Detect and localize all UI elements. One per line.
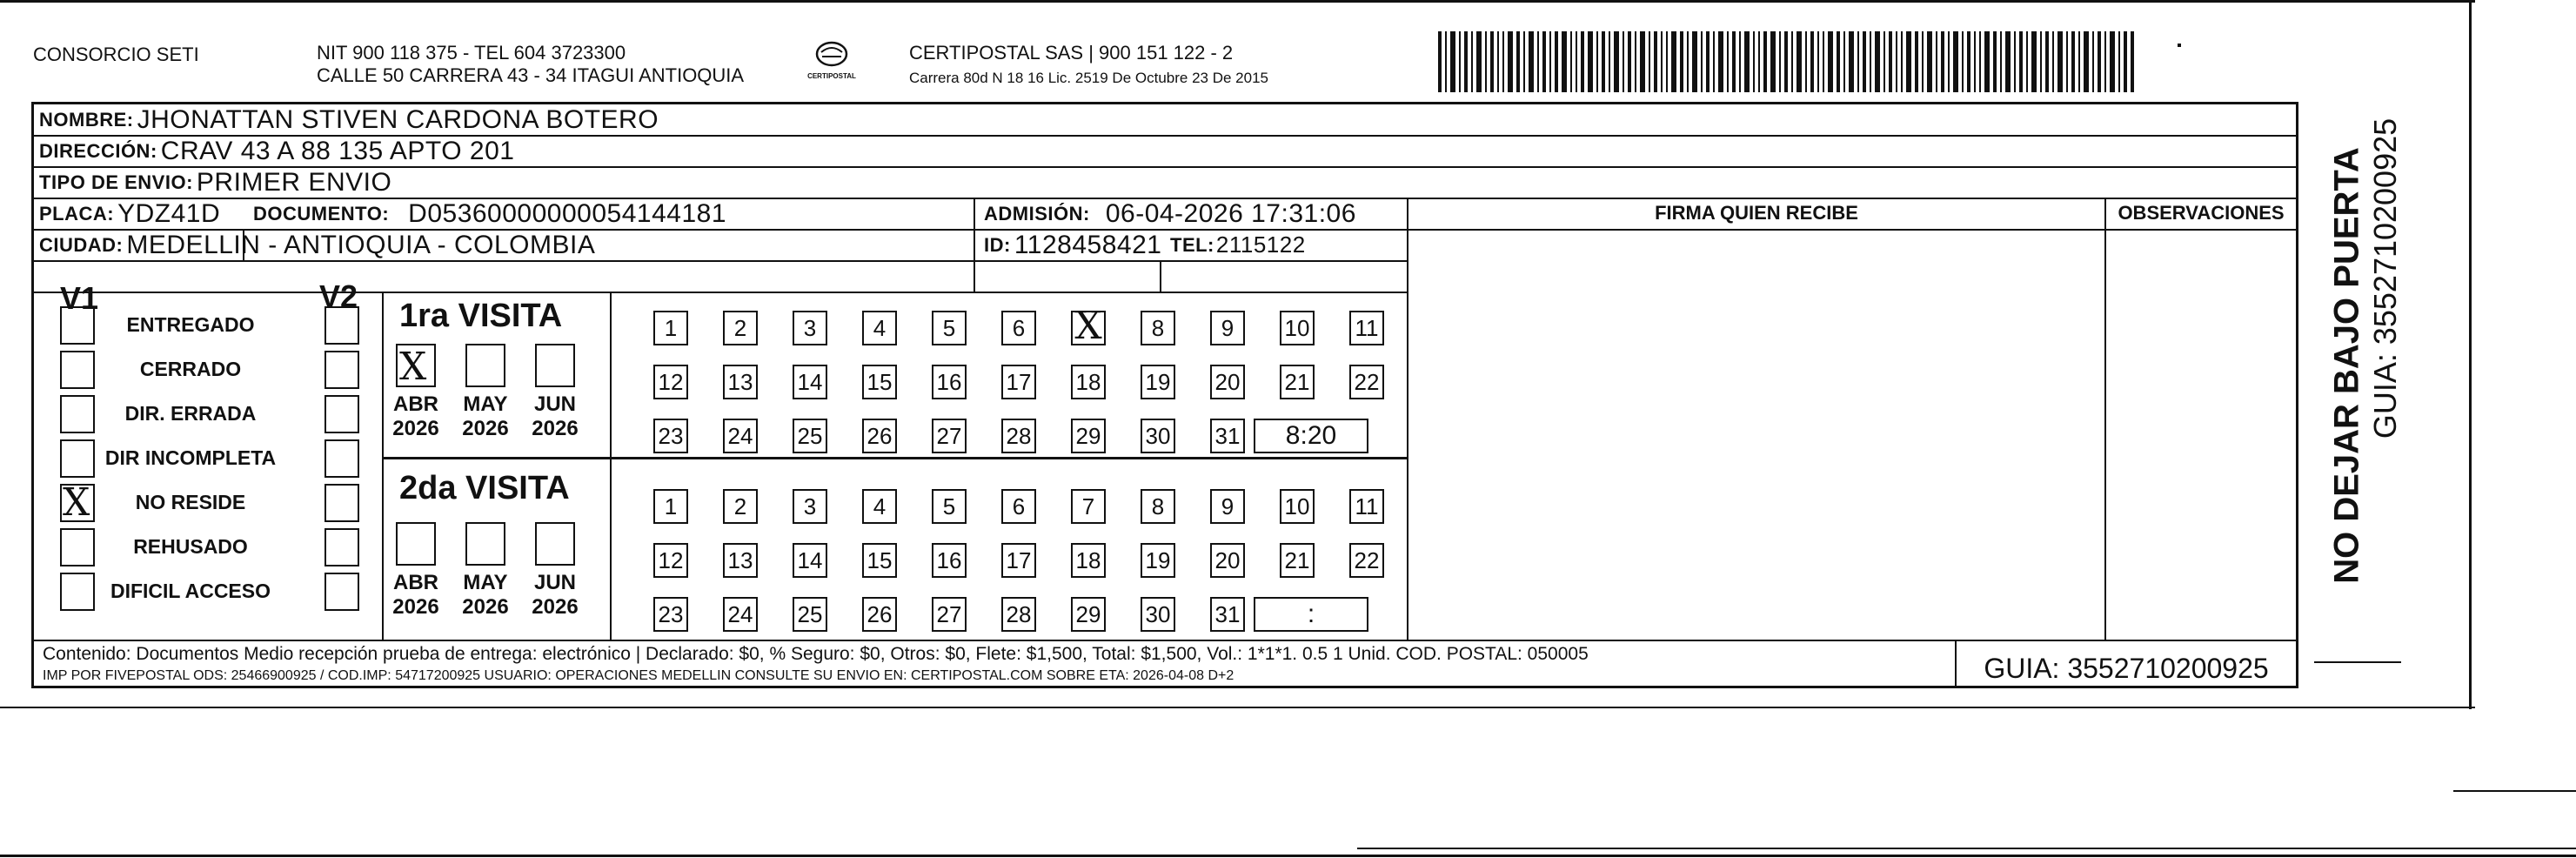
visit1-day-29[interactable]: 29 bbox=[1071, 419, 1106, 453]
placa-label: PLACA: bbox=[39, 202, 115, 225]
visit1-year-label-1: 2026 bbox=[392, 417, 439, 440]
visit1-month-checkbox-3[interactable] bbox=[535, 344, 575, 387]
visit2-day-15[interactable]: 15 bbox=[862, 543, 897, 578]
visit1-day-19[interactable]: 19 bbox=[1141, 365, 1175, 399]
visit2-title: 2da VISITA bbox=[399, 470, 570, 506]
visit1-time-box[interactable]: 8:20 bbox=[1254, 419, 1368, 453]
visit2-month-label-3: JUN bbox=[533, 571, 576, 594]
status-label-2: CERRADO bbox=[139, 358, 242, 380]
address-line: CALLE 50 CARRERA 43 - 34 ITAGUI ANTIOQUIA bbox=[317, 64, 745, 86]
visit1-abr-mark: X bbox=[399, 345, 427, 389]
visit2-month-label-1: ABR bbox=[393, 571, 438, 594]
side-mark bbox=[2314, 661, 2401, 663]
direccion-value: CRAV 43 A 88 135 APTO 201 bbox=[160, 136, 515, 165]
visit1-month-label-1: ABR bbox=[393, 392, 438, 416]
visit1-day-24[interactable]: 24 bbox=[723, 419, 758, 453]
visit2-day-10[interactable]: 10 bbox=[1280, 489, 1315, 524]
certipostal-logo bbox=[797, 40, 866, 89]
status-label-5: NO RESIDE bbox=[135, 491, 246, 513]
visit1-day-11[interactable]: 11 bbox=[1349, 311, 1384, 345]
visit2-day-2[interactable]: 2 bbox=[723, 489, 758, 524]
visit2-day-16[interactable]: 16 bbox=[932, 543, 967, 578]
scan-top-line bbox=[0, 0, 2475, 3]
visit2-year-label-2: 2026 bbox=[462, 595, 509, 619]
visit2-day-8[interactable]: 8 bbox=[1141, 489, 1175, 524]
visit2-day-13[interactable]: 13 bbox=[723, 543, 758, 578]
visit1-day-2[interactable]: 2 bbox=[723, 311, 758, 345]
visit1-day-18[interactable]: 18 bbox=[1071, 365, 1106, 399]
visit1-day-15[interactable]: 15 bbox=[862, 365, 897, 399]
admision-label: ADMISIÓN: bbox=[984, 202, 1090, 225]
certipostal-line: CERTIPOSTAL SAS | 900 151 122 - 2 bbox=[909, 42, 1234, 64]
visit1-day-12[interactable]: 12 bbox=[653, 365, 688, 399]
firma-header: FIRMA QUIEN RECIBE bbox=[1655, 202, 1858, 224]
logo-text: CERTIPOSTAL bbox=[807, 72, 856, 80]
status-label-3: DIR. ERRADA bbox=[124, 402, 257, 425]
scan-separator-line bbox=[0, 707, 2475, 708]
nombre-value: JHONATTAN STIVEN CARDONA BOTERO bbox=[137, 104, 659, 134]
visit1-day-14[interactable]: 14 bbox=[793, 365, 827, 399]
footer-contenido: Contenido: Documentos Medio recepción prueba de entrega: electrónico | Declarado: $0, % Seguro: $0, Otros: $0, Flete: $1,500, Total: $1,500, Vol.: 1*1*1. 0.5 1 Unid. COD. POSTAL: 050005 bbox=[43, 644, 1589, 664]
visit1-day-25[interactable]: 25 bbox=[793, 419, 827, 453]
visit2-day-24[interactable]: 24 bbox=[723, 597, 758, 632]
visit2-month-label-2: MAY bbox=[463, 571, 508, 594]
visit1-day-9[interactable]: 9 bbox=[1210, 311, 1245, 345]
status-label-7: DIFICIL ACCESO bbox=[110, 580, 271, 602]
visit1-day-mark: X bbox=[1074, 304, 1102, 348]
tipo-row bbox=[34, 167, 391, 198]
admision-value: 06-04-2026 17:31:06 bbox=[1105, 198, 1356, 228]
visit1-day-16[interactable]: 16 bbox=[932, 365, 967, 399]
visit2-day-11[interactable]: 11 bbox=[1349, 489, 1384, 524]
observaciones-header: OBSERVACIONES bbox=[2118, 202, 2285, 224]
v2-checkbox-2[interactable] bbox=[325, 351, 359, 389]
logo-icon bbox=[814, 40, 849, 68]
visit2-day-29[interactable]: 29 bbox=[1071, 597, 1106, 632]
id-label: ID: bbox=[984, 233, 1011, 256]
tipo-value: PRIMER ENVIO bbox=[196, 167, 392, 197]
placa-row bbox=[34, 198, 220, 229]
visit2-day-7[interactable]: 7 bbox=[1071, 489, 1106, 524]
visit2-day-4[interactable]: 4 bbox=[862, 489, 897, 524]
ciudad-row bbox=[34, 230, 595, 260]
visit2-day-5[interactable]: 5 bbox=[932, 489, 967, 524]
footer-guia: GUIA: 3552710200925 bbox=[1984, 653, 2269, 684]
v2-checkbox-6[interactable] bbox=[325, 528, 359, 566]
visit1-year-label-2: 2026 bbox=[462, 417, 509, 440]
admision-row bbox=[979, 198, 1356, 229]
documento-label: DOCUMENTO: bbox=[253, 202, 390, 225]
visit1-day-1[interactable]: 1 bbox=[653, 311, 688, 345]
visit2-day-27[interactable]: 27 bbox=[932, 597, 967, 632]
visit1-day-6[interactable]: 6 bbox=[1001, 311, 1036, 345]
id-value: 1128458421 bbox=[1014, 230, 1162, 259]
visit1-day-20[interactable]: 20 bbox=[1210, 365, 1245, 399]
visit2-day-17[interactable]: 17 bbox=[1001, 543, 1036, 578]
v2-checkbox-7[interactable] bbox=[325, 573, 359, 611]
visit1-day-26[interactable]: 26 bbox=[862, 419, 897, 453]
visit2-day-6[interactable]: 6 bbox=[1001, 489, 1036, 524]
visit2-day-26[interactable]: 26 bbox=[862, 597, 897, 632]
barcode bbox=[1438, 31, 2134, 92]
v1-label: V1 bbox=[60, 280, 99, 316]
v2-checkbox-3[interactable] bbox=[325, 395, 359, 433]
ciudad-label: CIUDAD: bbox=[39, 233, 124, 256]
footer-imp: IMP POR FIVEPOSTAL ODS: 25466900925 / COD.IMP: 54717200925 USUARIO: OPERACIONES MEDELLIN CONSULTE SU ENVIO EN: CERTIPOSTAL.COM SOBRE ETA: 2026-04-08 D+2 bbox=[43, 668, 1234, 683]
visit1-day-28[interactable]: 28 bbox=[1001, 419, 1036, 453]
v2-checkbox-4[interactable] bbox=[325, 439, 359, 478]
v2-label: V2 bbox=[319, 278, 358, 314]
visit1-month-checkbox-2[interactable] bbox=[465, 344, 505, 387]
side-text bbox=[2305, 117, 2403, 609]
scan-bottom-line-3 bbox=[2453, 790, 2576, 792]
visit1-day-31[interactable]: 31 bbox=[1210, 419, 1245, 453]
visit2-day-23[interactable]: 23 bbox=[653, 597, 688, 632]
visit1-day-30[interactable]: 30 bbox=[1141, 419, 1175, 453]
v2-checkbox-1[interactable] bbox=[325, 306, 359, 345]
visit2-day-19[interactable]: 19 bbox=[1141, 543, 1175, 578]
visit1-day-17[interactable]: 17 bbox=[1001, 365, 1036, 399]
visit2-day-14[interactable]: 14 bbox=[793, 543, 827, 578]
status-label-4: DIR INCOMPLETA bbox=[104, 446, 277, 469]
placa-value: YDZ41D bbox=[117, 198, 221, 228]
visit1-year-label-3: 2026 bbox=[532, 417, 579, 440]
visit2-day-31[interactable]: 31 bbox=[1210, 597, 1245, 632]
visit1-day-21[interactable]: 21 bbox=[1280, 365, 1315, 399]
documento-row bbox=[248, 198, 726, 229]
visit1-day-23[interactable]: 23 bbox=[653, 419, 688, 453]
delivery-form bbox=[31, 102, 2298, 688]
direccion-label: DIRECCIÓN: bbox=[39, 139, 157, 162]
ciudad-value: MEDELLIN - ANTIOQUIA - COLOMBIA bbox=[126, 230, 596, 259]
status-label-1: ENTREGADO bbox=[126, 313, 255, 336]
visit2-month-checkbox-3[interactable] bbox=[535, 522, 575, 566]
visit2-day-3[interactable]: 3 bbox=[793, 489, 827, 524]
visit1-month-label-3: JUN bbox=[533, 392, 576, 416]
license-line: Carrera 80d N 18 16 Lic. 2519 De Octubre 23 De 2015 bbox=[909, 70, 1268, 86]
visit2-day-12[interactable]: 12 bbox=[653, 543, 688, 578]
status-label-6: REHUSADO bbox=[133, 535, 248, 558]
visit1-month-label-2: MAY bbox=[463, 392, 508, 416]
visit2-day-20[interactable]: 20 bbox=[1210, 543, 1245, 578]
tel-row bbox=[1165, 230, 1306, 260]
visit2-year-label-1: 2026 bbox=[392, 595, 439, 619]
visit1-day-5[interactable]: 5 bbox=[932, 311, 967, 345]
v1-no-reside-mark: X bbox=[63, 480, 90, 525]
nombre-row bbox=[34, 104, 659, 135]
nit-line: NIT 900 118 375 - TEL 604 3723300 bbox=[317, 42, 626, 64]
no-dejar-warning: NO DEJAR BAJO PUERTA bbox=[2327, 147, 2366, 584]
visit1-day-22[interactable]: 22 bbox=[1349, 365, 1384, 399]
v2-checkbox-5[interactable] bbox=[325, 484, 359, 522]
visit1-day-8[interactable]: 8 bbox=[1141, 311, 1175, 345]
visit2-month-checkbox-1[interactable] bbox=[396, 522, 436, 566]
side-guia: GUIA: 3552710200925 bbox=[2367, 117, 2403, 439]
tipo-label: TIPO DE ENVIO: bbox=[39, 171, 193, 193]
visit2-year-label-3: 2026 bbox=[532, 595, 579, 619]
documento-value: D05360000000054144181 bbox=[408, 198, 727, 228]
visit2-day-1[interactable]: 1 bbox=[653, 489, 688, 524]
visit1-day-4[interactable]: 4 bbox=[862, 311, 897, 345]
tel-label: TEL: bbox=[1170, 233, 1214, 256]
scan-bottom-line-2 bbox=[1357, 848, 2576, 849]
visit1-day-10[interactable]: 10 bbox=[1280, 311, 1315, 345]
tel-value: 2115122 bbox=[1215, 231, 1306, 258]
company-name: CONSORCIO SETI bbox=[33, 44, 199, 65]
visit2-day-9[interactable]: 9 bbox=[1210, 489, 1245, 524]
visit2-month-checkbox-2[interactable] bbox=[465, 522, 505, 566]
scan-bottom-line bbox=[0, 855, 2576, 857]
nombre-label: NOMBRE: bbox=[39, 108, 134, 131]
visit2-time-box[interactable]: : bbox=[1254, 597, 1368, 632]
visit2-day-30[interactable]: 30 bbox=[1141, 597, 1175, 632]
scan-right-line bbox=[2469, 0, 2472, 709]
scan-dot bbox=[2178, 44, 2181, 47]
visit2-day-25[interactable]: 25 bbox=[793, 597, 827, 632]
visit2-day-22[interactable]: 22 bbox=[1349, 543, 1384, 578]
visit1-day-13[interactable]: 13 bbox=[723, 365, 758, 399]
visit2-day-28[interactable]: 28 bbox=[1001, 597, 1036, 632]
visit1-day-27[interactable]: 27 bbox=[932, 419, 967, 453]
visit2-day-21[interactable]: 21 bbox=[1280, 543, 1315, 578]
visit1-title: 1ra VISITA bbox=[399, 298, 563, 334]
visit1-day-3[interactable]: 3 bbox=[793, 311, 827, 345]
visit2-day-18[interactable]: 18 bbox=[1071, 543, 1106, 578]
direccion-row bbox=[34, 136, 514, 166]
id-row bbox=[979, 230, 1161, 260]
